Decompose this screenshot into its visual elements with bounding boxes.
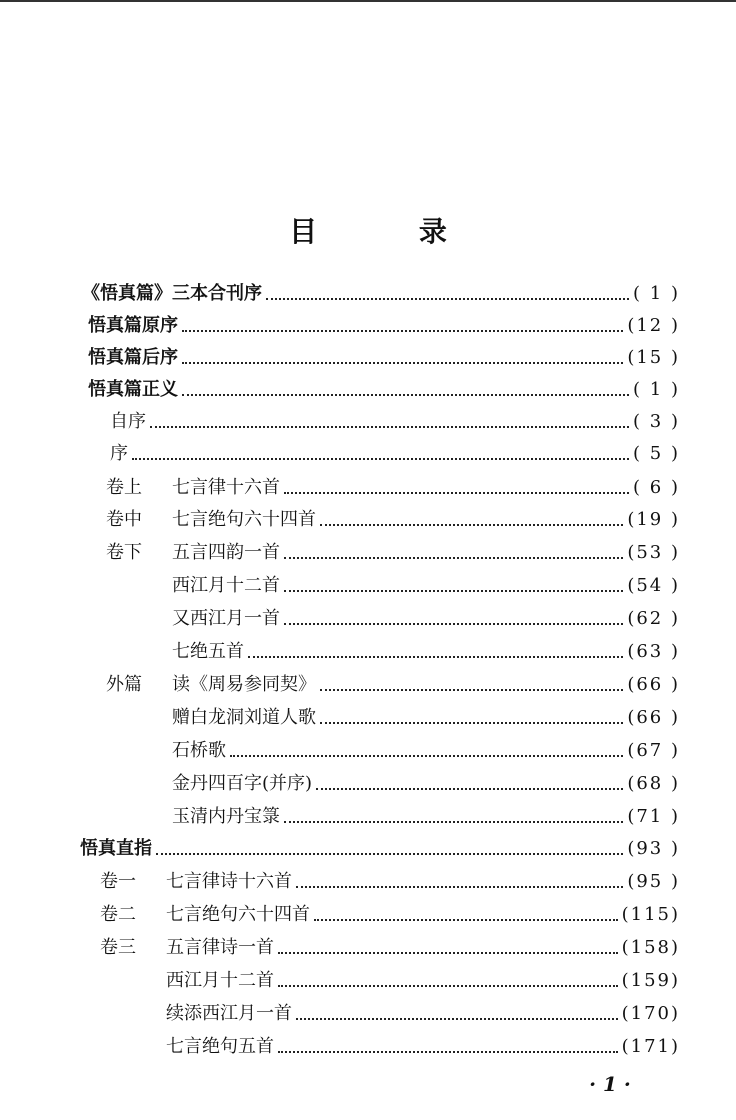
toc-entry-label: 七言绝句五首 (166, 1036, 274, 1057)
toc-entry-label: 又西江月一首 (172, 608, 280, 629)
leader-dots (150, 425, 629, 428)
leader-dots (284, 820, 623, 823)
toc-entry-page: ( 5 ) (633, 443, 680, 464)
toc-entry-page: (19 ) (627, 509, 680, 530)
leader-dots (296, 1017, 618, 1020)
toc-entry-group: 卷下 (106, 542, 142, 563)
toc-entry-group: 卷中 (106, 509, 142, 530)
toc-entry-label: 七言绝句六十四首 (172, 509, 316, 530)
leader-dots (182, 361, 623, 364)
toc-entry-label: 五言律诗一首 (166, 937, 274, 958)
leader-dots (278, 951, 618, 954)
toc-entry-label: 七言律十六首 (172, 477, 280, 498)
toc-entry[interactable] (106, 671, 680, 697)
toc-entry[interactable] (172, 638, 680, 664)
toc-entry-label: 玉清内丹宝箓 (172, 806, 280, 827)
toc-entry-label: 七言律诗十六首 (166, 871, 292, 892)
toc-entry[interactable] (166, 967, 680, 993)
toc-entry-page: ( 6 ) (633, 477, 680, 498)
toc-entry-page: (95 ) (627, 871, 680, 892)
toc-entry-label: 西江月十二首 (166, 970, 274, 991)
toc-entry-page: (54 ) (627, 575, 680, 596)
leader-dots (132, 457, 629, 460)
leader-dots (284, 589, 623, 592)
toc-entry-page: (63 ) (627, 641, 680, 662)
toc-entry-page: ( 3 ) (633, 411, 680, 432)
toc-entry[interactable] (110, 440, 680, 466)
toc-entry-label: 赠白龙洞刘道人歌 (172, 707, 316, 728)
toc-entry-label: 自序 (110, 411, 146, 432)
toc-entry[interactable] (100, 901, 680, 927)
toc-entry[interactable] (88, 376, 680, 402)
leader-dots (296, 885, 623, 888)
toc-entry-page: ( 1 ) (633, 379, 680, 400)
toc-entry-page: (66 ) (627, 674, 680, 695)
leader-dots (266, 297, 629, 300)
toc-entry-page: (53 ) (627, 542, 680, 563)
leader-dots (316, 787, 623, 790)
toc-entry[interactable] (88, 312, 680, 338)
toc-entry-page: (67 ) (627, 740, 680, 761)
toc-entry[interactable] (80, 835, 680, 861)
toc-entry-label: 续添西江月一首 (166, 1003, 292, 1024)
toc-entry-page: (71 ) (627, 806, 680, 827)
toc-entry-group: 外篇 (106, 674, 142, 695)
toc-entry[interactable] (100, 934, 680, 960)
toc-entry[interactable] (110, 408, 680, 434)
toc-entry[interactable] (172, 803, 680, 829)
toc-entry-page: (15 ) (627, 347, 680, 368)
toc-entry[interactable] (82, 280, 680, 306)
leader-dots (248, 655, 623, 658)
top-rule (0, 0, 736, 2)
toc-entry-label: 石桥歌 (172, 740, 226, 761)
toc-entry-label: 五言四韵一首 (172, 542, 280, 563)
toc-entry-page: (115) (621, 904, 680, 925)
toc-entry[interactable] (172, 572, 680, 598)
leader-dots (284, 622, 623, 625)
toc-entry-page: (62 ) (627, 608, 680, 629)
toc-entry-label: 悟真篇后序 (88, 347, 178, 368)
toc-entry-page: (158) (621, 937, 680, 958)
toc-entry[interactable] (106, 506, 680, 532)
toc-entry-label: 西江月十二首 (172, 575, 280, 596)
toc-entry[interactable] (166, 1033, 680, 1059)
toc-entry-page: (68 ) (627, 773, 680, 794)
toc-entry[interactable] (172, 770, 680, 796)
leader-dots (284, 491, 629, 494)
toc-entry[interactable] (106, 474, 680, 500)
leader-dots (314, 918, 618, 921)
toc-entry-label: 金丹四百字(并序) (172, 773, 313, 794)
toc-entry-page: (66 ) (627, 707, 680, 728)
toc-entry[interactable] (88, 344, 680, 370)
toc-entry-label: 《悟真篇》三本合刊序 (82, 283, 262, 304)
leader-dots (278, 1050, 618, 1053)
toc-entry-label: 序 (110, 443, 128, 464)
toc-entry-page: (159) (621, 970, 680, 991)
toc-entry-page: ( 1 ) (633, 283, 680, 304)
toc-entry[interactable] (172, 737, 680, 763)
toc-entry-page: (171) (621, 1036, 680, 1057)
toc-entry-label: 悟真篇正义 (88, 379, 178, 400)
toc-entry-label: 悟真直指 (80, 838, 152, 859)
toc-entry-label: 读《周易参同契》 (172, 674, 316, 695)
toc-entry-page: (93 ) (627, 838, 680, 859)
leader-dots (182, 393, 629, 396)
toc-entry-label: 七言绝句六十四首 (166, 904, 310, 925)
toc-entry[interactable] (172, 605, 680, 631)
leader-dots (320, 688, 623, 691)
toc-entry-page: (12 ) (627, 315, 680, 336)
page-title: 目 录 (289, 215, 493, 248)
leader-dots (182, 329, 623, 332)
toc-entry-group: 卷二 (100, 904, 136, 925)
toc-entry-page: (170) (621, 1003, 680, 1024)
toc-entry[interactable] (166, 1000, 680, 1026)
leader-dots (156, 852, 623, 855)
toc-entry-group: 卷上 (106, 477, 142, 498)
toc-entry-label: 悟真篇原序 (88, 315, 178, 336)
toc-entry[interactable] (100, 868, 680, 894)
toc-entry-group: 卷三 (100, 937, 136, 958)
toc-entry[interactable] (172, 704, 680, 730)
leader-dots (284, 556, 623, 559)
toc-entry-label: 七绝五首 (172, 641, 244, 662)
page-number: · 1 · (589, 1072, 631, 1096)
toc-entry[interactable] (106, 539, 680, 565)
toc-entry-group: 卷一 (100, 871, 136, 892)
leader-dots (230, 754, 623, 757)
leader-dots (278, 984, 618, 987)
leader-dots (320, 721, 623, 724)
leader-dots (320, 523, 623, 526)
